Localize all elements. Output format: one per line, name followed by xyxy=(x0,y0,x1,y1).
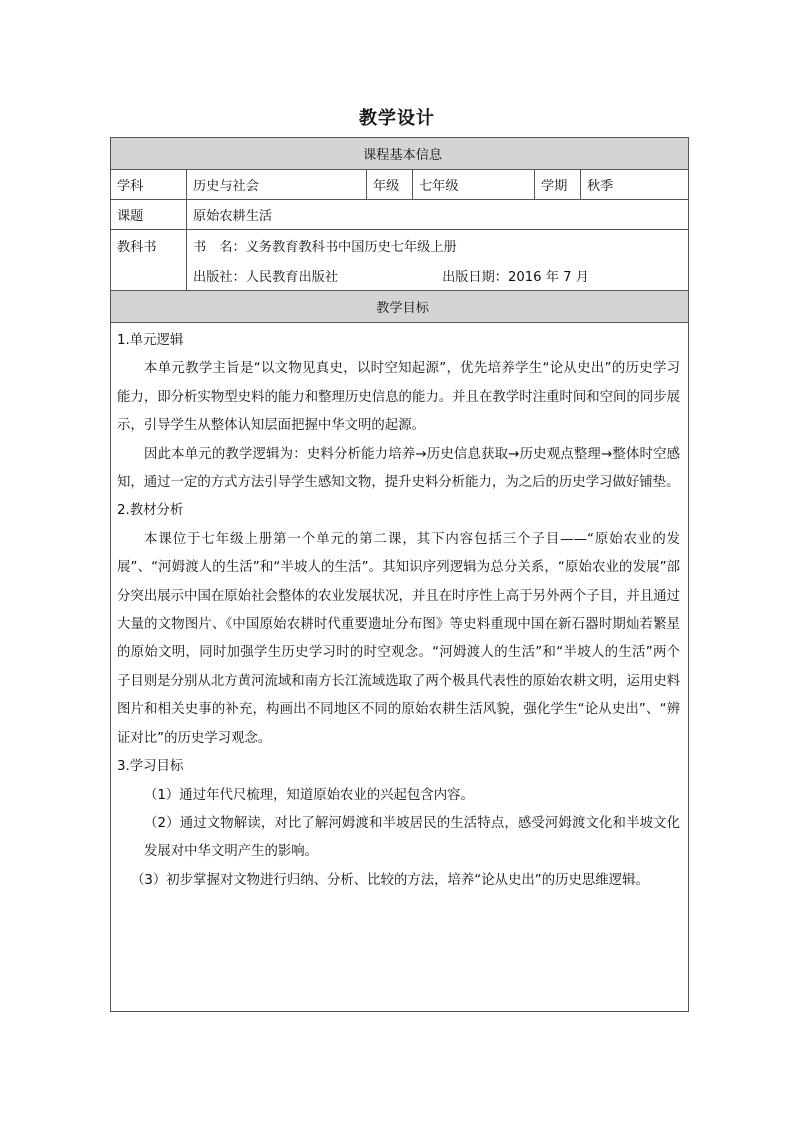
lesson-plan-table xyxy=(110,137,689,1012)
book-name: 书 名：义务教育教科书中国历史七年级上册 xyxy=(187,230,689,261)
publisher-line xyxy=(187,260,689,291)
unit-logic-paragraph-2: 因此本单元的教学逻辑为：史料分析能力培养→历史信息获取→历史观点整理→整体时空感知，通过一定的方式方法引导学生感知文物，提升史料分析能力，为之后的历史学习做好铺垫。 xyxy=(117,446,681,491)
term-label: 学期 xyxy=(535,170,581,200)
textbook-label: 教科书 xyxy=(111,230,187,291)
topic-value: 原始农耕生活 xyxy=(187,200,689,230)
goals-header: 教学目标 xyxy=(111,291,689,323)
learning-goal-1: （1）通过年代尺梳理，知道原始农业的兴起包含内容。 xyxy=(144,787,474,803)
goals-header-row xyxy=(111,291,689,323)
textbook-analysis-paragraph: 本课位于七年级上册第一个单元的第二课，其下内容包括三个子目——“原始农业的发展”、“河姆渡人的生活”和“半坡人的生活”。其知识序列逻辑为总分关系，“原始农业的发展”部分突出展示中国在原始社会整体的农业发展状况，并且在时序性上高于另外两个子目，并且通过大量的文物图片、《中国原始农耕时代重要遗址分布图》等史料重现中国在新石器时期灿若繁星的原始文明，同时加强学生历史学习时的时空观念。“河姆渡人的生活”和“半坡人的生活”两个子目则是分别从北方黄河流域和南方长江流域选取了两个极具代表性的原始农耕文明，运用史料图片和相关史事的补充，构画出不同地区不同的原始农耕生活风貌，强化学生“论从史出”、“辨证对比”的历史学习观念。 xyxy=(117,531,681,746)
subject-row xyxy=(111,170,689,200)
publish-date: 出版日期：2016 年 7 月 xyxy=(442,269,589,285)
learning-goal-2: （2）通过文物解读，对比了解河姆渡和半坡居民的生活特点，感受河姆渡文化和半坡文化发展对中华文明产生的影响。 xyxy=(144,815,681,860)
textbook-row xyxy=(111,230,689,261)
goals-content xyxy=(111,323,689,1012)
term-value: 秋季 xyxy=(581,170,689,200)
unit-logic-paragraph-1: 本单元教学主旨是“以文物见真史，以时空知起源”，优先培养学生“论从史出”的历史学习能力，即分析实物型史料的能力和整理历史信息的能力。并且在教学时注重时间和空间的同步展示，引导学生从整体认知层面把握中华文明的起源。 xyxy=(117,361,681,434)
subject-value: 历史与社会 xyxy=(187,170,367,200)
topic-row xyxy=(111,200,689,230)
section-learning-goals-title: 3.学习目标 xyxy=(117,759,184,775)
learning-goal-3: （3）初步掌握对文物进行归纳、分析、比较的方法，培养“论从史出”的历史思维逻辑。 xyxy=(131,872,649,888)
document-title: 教学设计 xyxy=(359,108,435,129)
grade-label: 年级 xyxy=(367,170,413,200)
subject-label: 学科 xyxy=(111,170,187,200)
basic-info-header-row xyxy=(111,138,689,170)
section-unit-logic-title: 1.单元逻辑 xyxy=(117,333,184,348)
grade-value: 七年级 xyxy=(413,170,535,200)
publisher: 出版社：人民教育出版社 xyxy=(193,269,339,285)
publisher-row xyxy=(111,260,689,291)
section-textbook-analysis-title: 2.教材分析 xyxy=(117,503,184,519)
topic-label: 课题 xyxy=(111,200,187,230)
goals-content-row xyxy=(111,323,689,1012)
basic-info-header: 课程基本信息 xyxy=(111,138,689,170)
